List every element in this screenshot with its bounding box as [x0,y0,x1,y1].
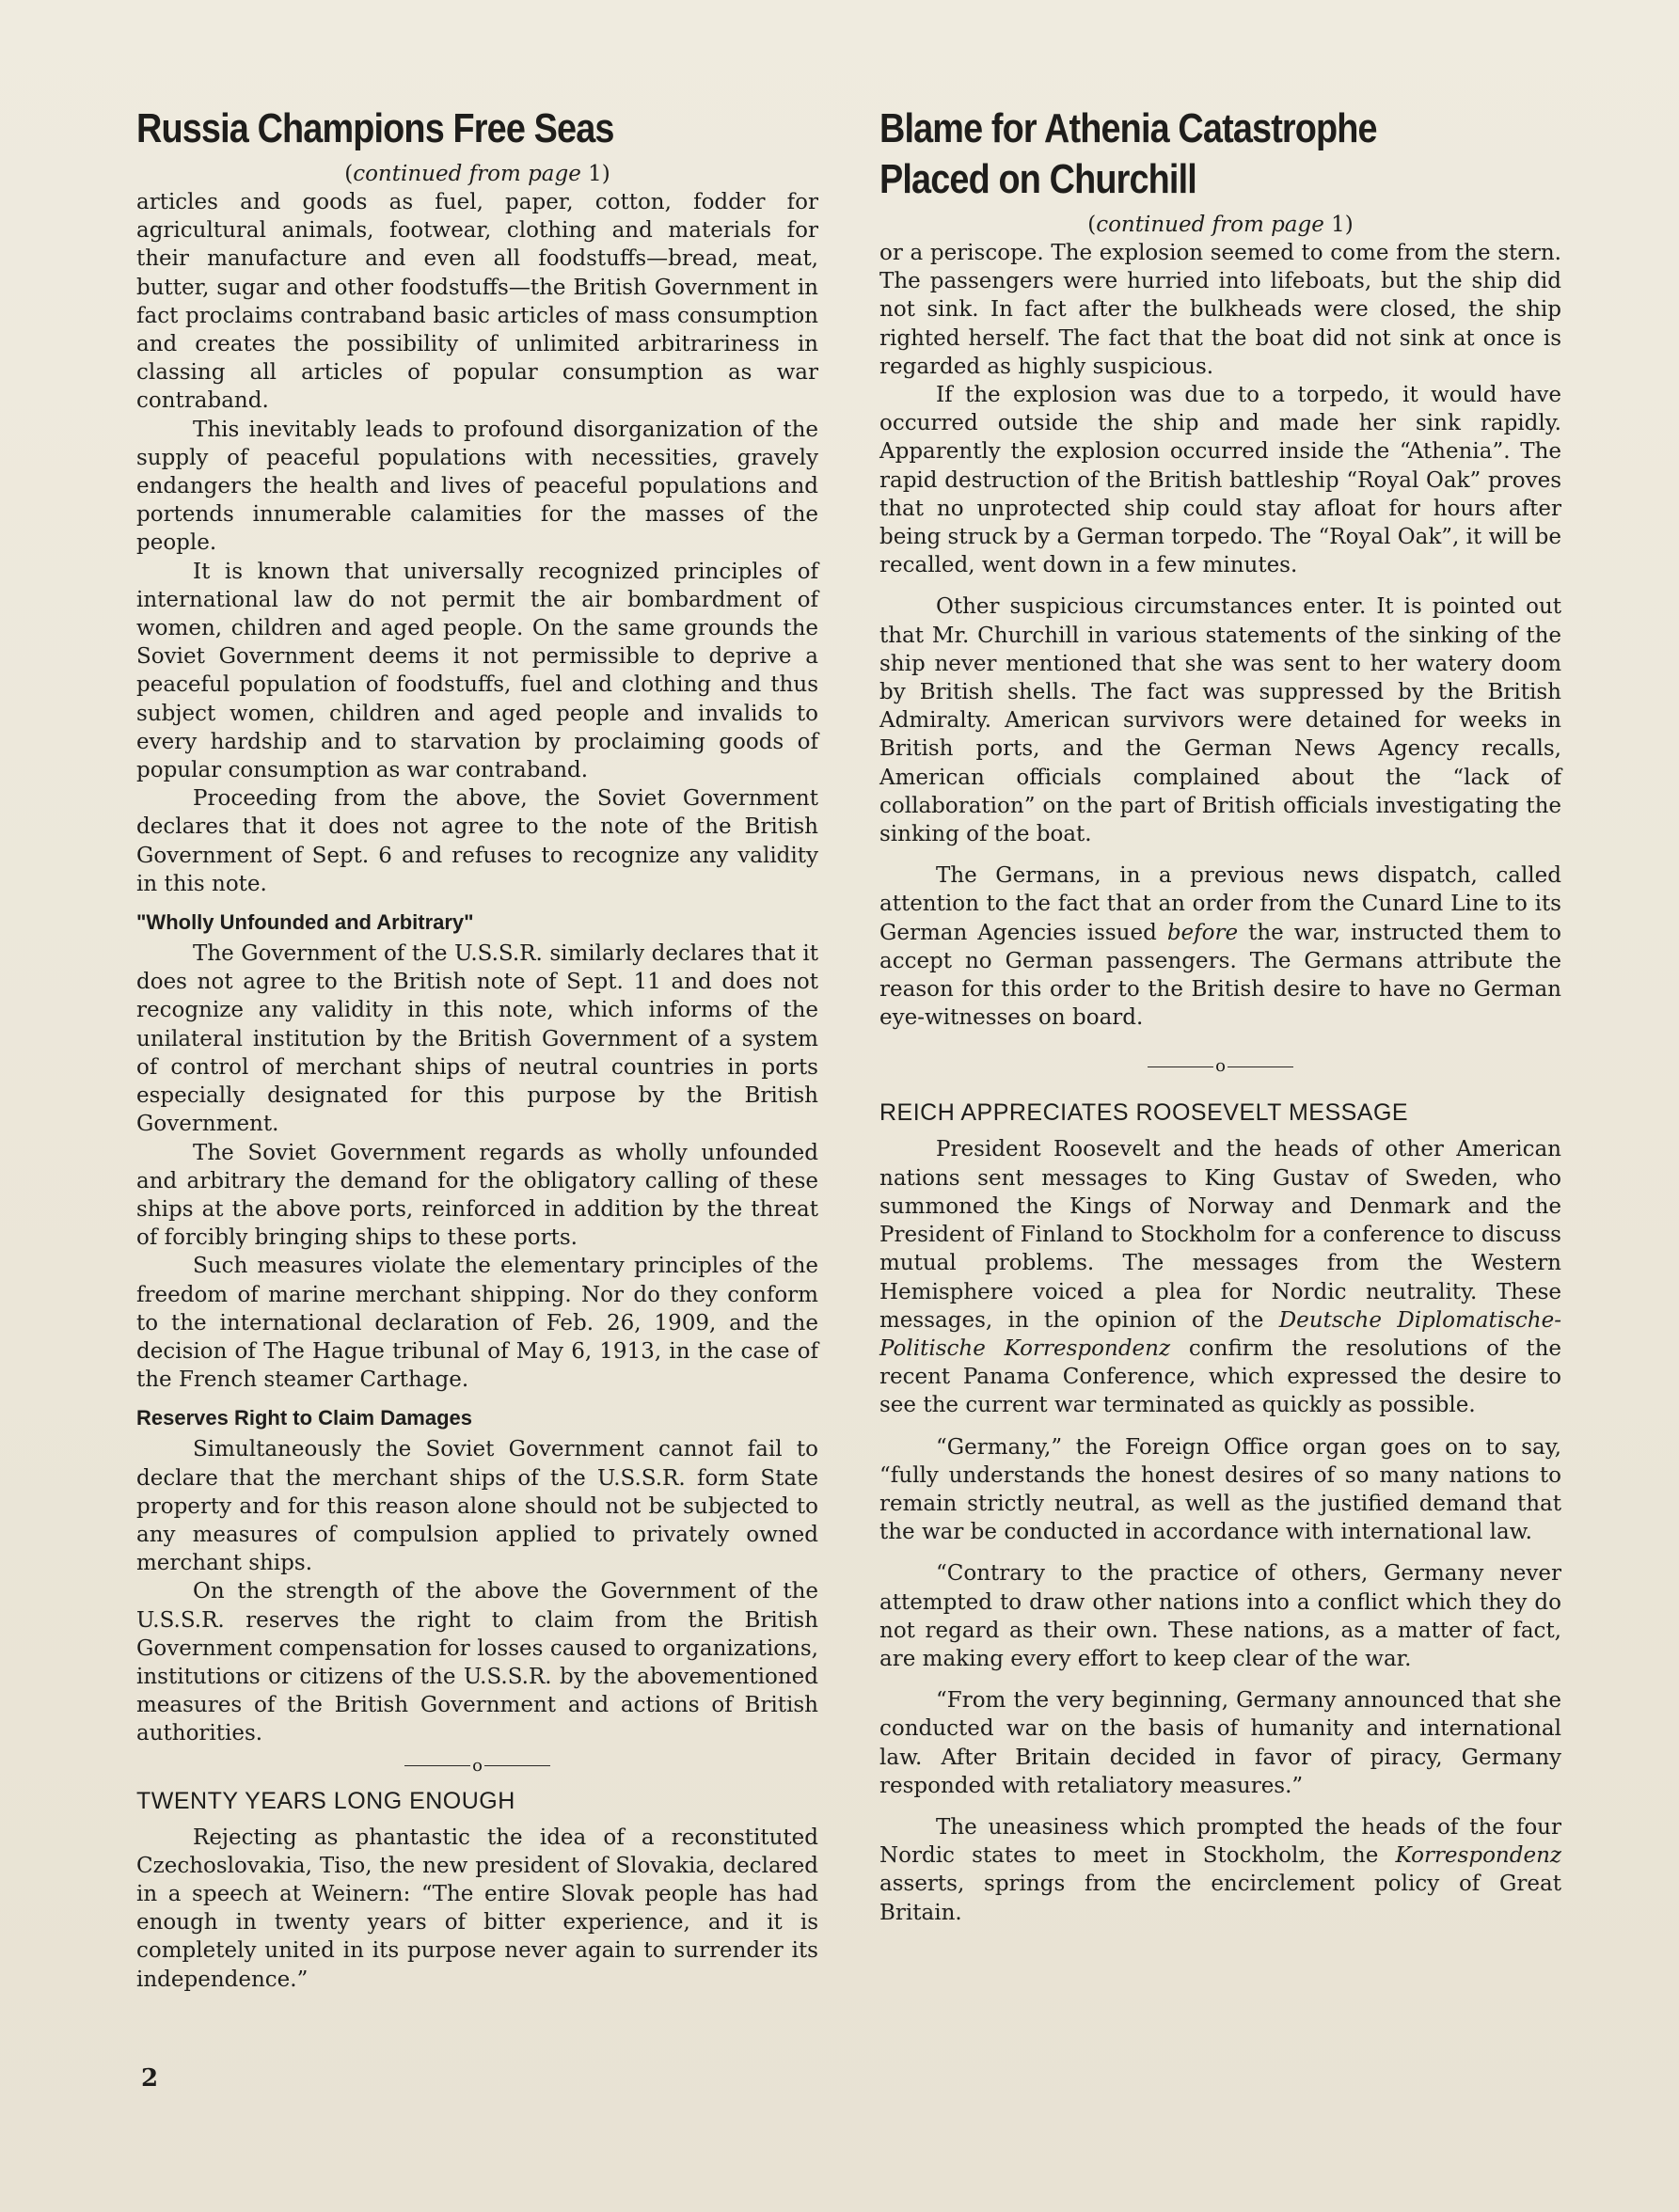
paragraph: articles and goods as fuel, paper, cotton, fodder for agricultural animals, footwear, clothing and materials for their manufacture and even all foodstuffs—bread, meat, butter, sugar and other foodstuffs—the British Government in fact proclaims contraband basic articles of mass consumption and creates the possibility of unlimited arbitrariness in classing all articles of popular consumption as war contraband. [136,190,818,414]
paragraph: If the explosion was due to a torpedo, it would have occurred outside the ship and made her sink rapidly. Apparently the explosion occurred inside the “Athenia”. The rapid destruction of the British battleship “Royal Oak” proves that no unprotected ship could stay afloat for hours after being struck by a German torpedo. The “Royal Oak”, it will be recalled, went down in a few minutes. [879,383,1561,578]
paragraph: “Germany,” the Foreign Office organ goes on to say, “fully understands the honest desires of so many nations to remain strictly neutral, as well as the justified demand that the war be conducted in accordance with international law. [879,1434,1561,1545]
paragraph: This inevitably leads to profound disorganization of the supply of peaceful populations with necessities, gravely endangers the health and lives of peaceful populations and portends innumerable calamities for the masses of the people. [136,417,818,556]
paragraph: Simultaneously the Soviet Government cannot fail to declare that the merchant ships of the U.S.S.R. form State property and for this reason alone should not be subjected to any measures of compulsion applied to privately owned merchant ships. [136,1437,818,1576]
paragraph: It is known that universally recognized principles of international law do not permit the air bombardment of women, children and aged people. On the same grounds the Soviet Government deems it not permissible to deprive a peaceful population of foodstuffs, fuel and clothing and thus subject women, children and aged people and invalids to every hardship and to starvation by proclaiming goods of popular consumption as war contraband. [136,559,818,783]
article-title-reich-appreciates: REICH APPRECIATES ROOSEVELT MESSAGE [879,1099,1409,1127]
paragraph: The Germans, in a previous news dispatch, called attention to the fact that an order from the Cunard Line to its German Agencies issued before the war, instructed them to accept no German passengers. The Germans attribute the reason for this order to the British desire to have no German eye-witnesses on board. [879,863,1561,1031]
article-title-athenia-line2: Placed on Churchill [879,156,1196,202]
article-title-russia: Russia Champions Free Seas [136,105,614,151]
paragraph: Such measures violate the elementary principles of the freedom of marine merchant shipping. Nor do they conform to the international declaration of Feb. 26, 1909, and the decision of The Hague tribunal of May 6, 1913, in the case of the French steamer Carthage. [136,1254,818,1393]
left-column [136,103,818,1994]
paragraph: Other suspicious circumstances enter. It is pointed out that Mr. Churchill in various statements of the sinking of the ship never mentioned that she was sent to her watery doom by British shells. The fact was suppressed by the British Admiralty. American survivors were detained for weeks in British ports, and the German News Agency recalls, American officials complained about the “lack of collaboration” on the part of British officials investigating the sinking of the boat. [879,594,1561,847]
paragraph: The uneasiness which prompted the heads of the four Nordic states to meet in Stockholm, the Korrespondenz asserts, springs from the encirclement policy of Great Britain. [879,1814,1561,1925]
paragraph: The Government of the U.S.S.R. similarly declares that it does not agree to the British note of Sept. 11 and does not recognize any validity in this note, which informs of the unilateral institution by the British Government of a system of control of merchant ships of neutral countries in ports especially designated for this purpose by the British Government. [136,941,818,1137]
paragraph: Proceeding from the above, the Soviet Government declares that it does not agree to the note of the British Government of Sept. 6 and refuses to recognize any validity in this note. [136,786,818,896]
section-divider: o [879,1056,1561,1077]
paragraph: The Soviet Government regards as wholly unfounded and arbitrary the demand for the obligatory calling of these ships at the above ports, reinforced in addition by the threat of forcibly bringing ships to these ports. [136,1140,818,1251]
article-title-twenty-years: TWENTY YEARS LONG ENOUGH [136,1787,515,1814]
paragraph: “Contrary to the practice of others, Germany never attempted to draw other nations into a conflict which they do not regard as their own. These nations, as a matter of fact, are making every effort to keep clear of the war. [879,1561,1561,1671]
article-title-athenia-line1: Blame for Athenia Catastrophe [879,105,1377,151]
page-number: 2 [141,2064,159,2093]
paragraph: “From the very beginning, Germany announced that she conducted war on the basis of humanity and international law. After Britain decided in favor of piracy, Germany responded with retaliatory measures.” [879,1688,1561,1798]
subheading-wholly-unfounded: "Wholly Unfounded and Arbitrary" [136,910,474,935]
section-divider: o [136,1756,818,1777]
continued-note: (continued from page 1) [1087,213,1354,237]
paragraph: or a periscope. The explosion seemed to come from the stern. The passengers were hurried into lifeboats, but the ship did not sink. In fact after the bulkheads were closed, the ship righted herself. The fact that the boat did not sink at once is regarded as highly suspicious. [879,241,1561,379]
subheading-reserves-right: Reserves Right to Claim Damages [136,1406,473,1430]
right-column [879,103,1561,1927]
paragraph: On the strength of the above the Government of the U.S.S.R. reserves the right to claim from the British Government compensation for losses caused to organizations, institutions or citizens of the U.S.S.R. by the abovementioned measures of the British Government and actions of British authorities. [136,1579,818,1746]
paragraph: Rejecting as phantastic the idea of a reconstituted Czechoslovakia, Tiso, the new president of Slovakia, declared in a speech at Weinern: “The entire Slovak people has had enough in twenty years of bitter experience, and it is completely united in its purpose never again to surrender its independence.” [136,1825,818,1992]
continued-note: (continued from page 1) [344,162,610,186]
paragraph: President Roosevelt and the heads of other American nations sent messages to King Gustav of Sweden, who summoned the Kings of Norway and Denmark and the President of Finland to Stockholm for a conference to discuss mutual problems. The messages from the Western Hemisphere voiced a plea for Nordic neutrality. These messages, in the opinion of the Deutsche Diplomatische-Politische Korrespondenz confirm the resolutions of the recent Panama Conference, which expressed the desire to see the current war terminated as quickly as possible. [879,1137,1561,1418]
